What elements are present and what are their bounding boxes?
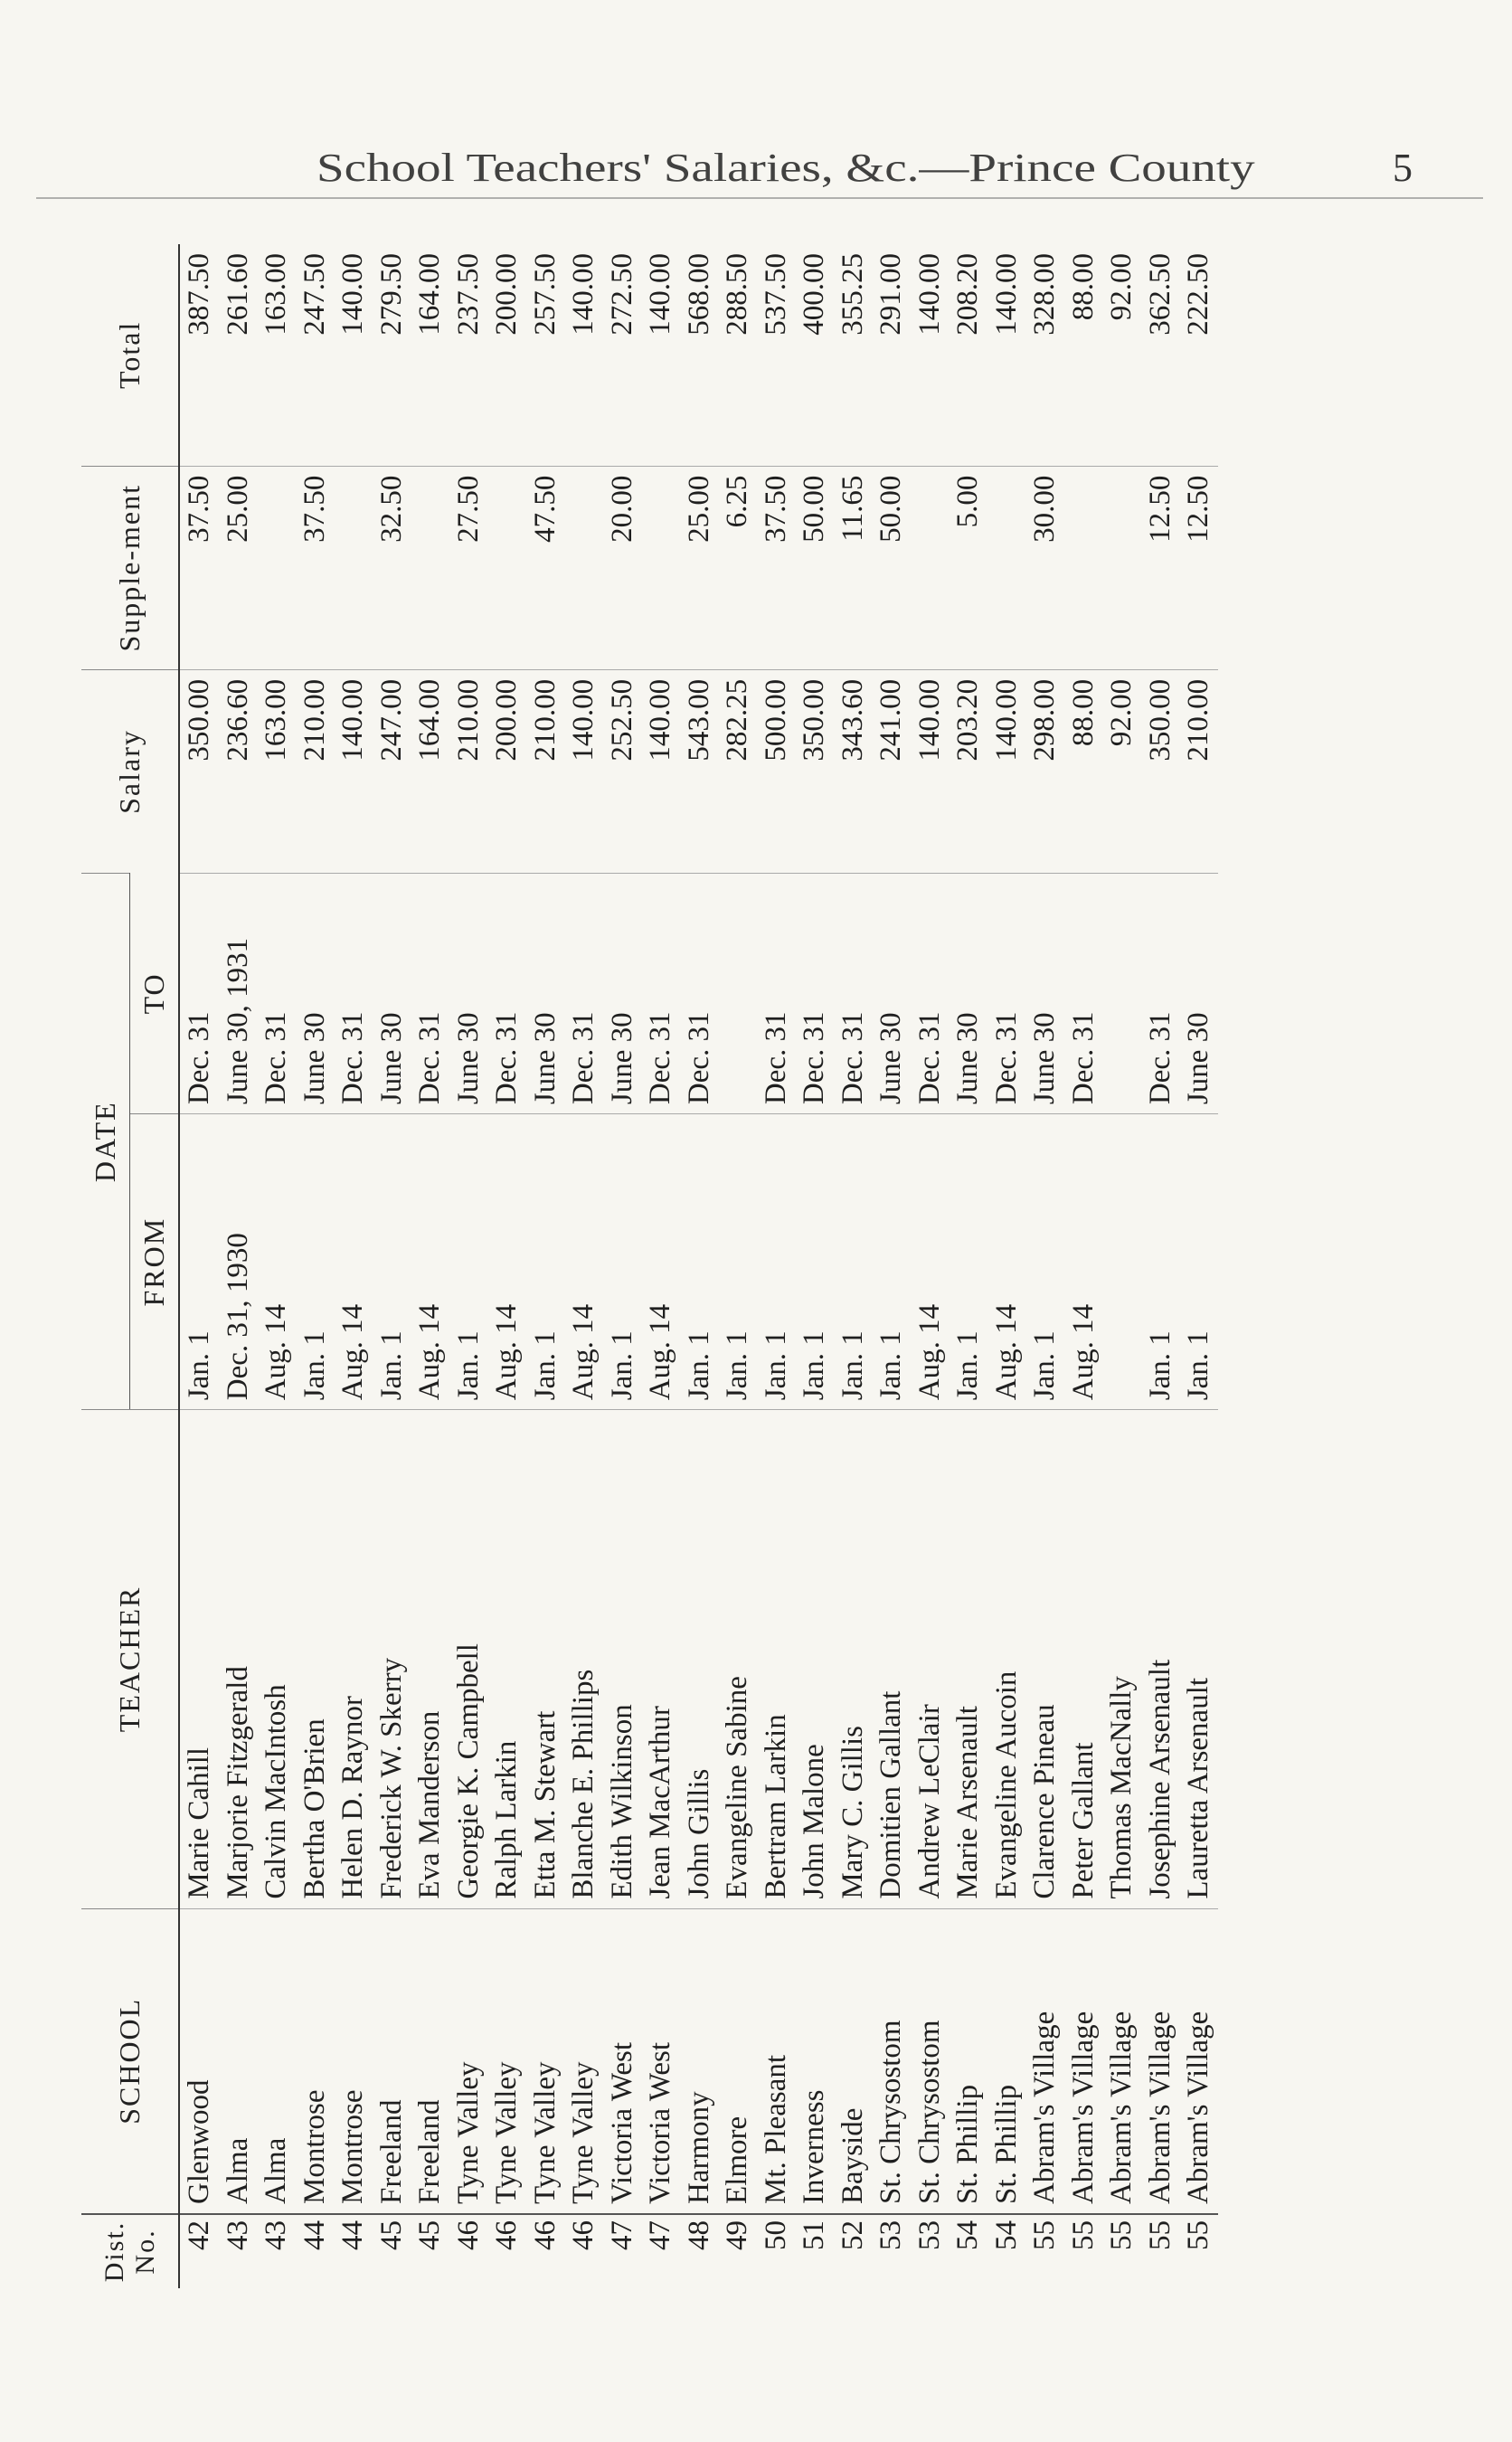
teacher-cell: Lauretta Arsenault: [1179, 1410, 1218, 1908]
teacher-cell: Josephine Arsenault: [1141, 1410, 1180, 1908]
from-date-cell: Aug. 14: [988, 1114, 1026, 1410]
salary-cell: 140.00: [334, 669, 373, 873]
school-cell: Bayside: [834, 1908, 873, 2214]
school-cell: Tyne Valley: [526, 1908, 565, 2214]
dist-no-cell: 42: [179, 2214, 219, 2288]
from-date-cell: Aug. 14: [334, 1114, 373, 1410]
school-cell: Tyne Valley: [564, 1908, 603, 2214]
school-cell: Abram's Village: [1025, 1908, 1064, 2214]
supplement-cell: 50.00: [795, 466, 834, 669]
total-cell: 387.50: [183, 253, 216, 336]
to-date-cell: June 30: [872, 874, 911, 1114]
to-date-cell: June 30: [949, 874, 988, 1114]
col-school: SCHOOL: [81, 1908, 179, 2214]
supplement-cell: 25.00: [219, 466, 258, 669]
total-cell: 140.00: [912, 253, 946, 336]
salary-cell: 210.00: [296, 669, 335, 873]
salary-cell: 200.00: [487, 669, 526, 873]
to-date-cell: Dec. 31: [487, 874, 526, 1114]
total-cell: 222.50: [1182, 253, 1215, 336]
from-date-cell: Jan. 1: [373, 1114, 411, 1410]
total-cell: 261.60: [221, 253, 254, 336]
from-date-cell: Jan. 1: [718, 1114, 757, 1410]
school-cell: Freeland: [411, 1908, 449, 2214]
to-date-cell: June 30: [373, 874, 411, 1114]
dist-no-cell: 46: [564, 2214, 603, 2288]
total-cell: 140.00: [336, 253, 370, 336]
dist-no-cell: 51: [795, 2214, 834, 2288]
total-cell: 257.50: [528, 253, 562, 336]
salary-cell: 164.00: [411, 669, 449, 873]
school-cell: Alma: [257, 1908, 296, 2214]
teacher-cell: Thomas MacNally: [1102, 1410, 1141, 1908]
supplement-cell: 30.00: [1025, 466, 1064, 669]
from-date-cell: Jan. 1: [603, 1114, 642, 1410]
col-dist-no: Dist. No.: [81, 2214, 179, 2288]
to-date-cell: June 30: [1025, 874, 1064, 1114]
table-row: [1141, 244, 1180, 2288]
salary-cell: 140.00: [911, 669, 950, 873]
supplement-cell: 5.00: [949, 466, 988, 669]
to-date-cell: Dec. 31: [564, 874, 603, 1114]
col-salary: Salary: [81, 669, 179, 873]
total-cell: 140.00: [567, 253, 600, 336]
school-cell: St. Chrysostom: [911, 1908, 950, 2214]
table-row: [373, 244, 411, 2288]
dist-no-cell: 55: [1102, 2214, 1141, 2288]
to-date-cell: June 30: [449, 874, 488, 1114]
dist-no-cell: 54: [949, 2214, 988, 2288]
salary-cell: 282.25: [718, 669, 757, 873]
running-title: School Teachers' Salaries, &c.—Prince County: [317, 146, 1255, 190]
to-date-cell: Dec. 31: [1141, 874, 1180, 1114]
school-cell: St. Phillip: [988, 1908, 1026, 2214]
school-cell: Abram's Village: [1179, 1908, 1218, 2214]
supplement-cell: 47.50: [526, 466, 565, 669]
supplement-cell: 12.50: [1179, 466, 1218, 669]
table-row: [988, 244, 1026, 2288]
to-date-cell: [1102, 874, 1141, 1114]
table-row: [949, 244, 988, 2288]
salary-cell: 92.00: [1102, 669, 1141, 873]
col-supplement: Supple-ment: [81, 466, 179, 669]
salary-cell: 241.00: [872, 669, 911, 873]
supplement-cell: [1102, 466, 1141, 669]
table-row: [449, 244, 488, 2288]
to-date-cell: Dec. 31: [834, 874, 873, 1114]
to-date-cell: June 30: [1179, 874, 1218, 1114]
table-row: [911, 244, 950, 2288]
dist-no-cell: 55: [1025, 2214, 1064, 2288]
supplement-cell: 32.50: [373, 466, 411, 669]
teacher-cell: Jean MacArthur: [641, 1410, 680, 1908]
dist-no-cell: 47: [641, 2214, 680, 2288]
table-header: [81, 244, 179, 2288]
to-date-cell: Dec. 31: [680, 874, 719, 1114]
to-date-cell: Dec. 31: [257, 874, 296, 1114]
to-date-cell: June 30: [296, 874, 335, 1114]
table-row: [526, 244, 565, 2288]
teacher-cell: Mary C. Gillis: [834, 1410, 873, 1908]
table-row: [411, 244, 449, 2288]
salary-cell: 350.00: [179, 669, 219, 873]
salary-cell: 350.00: [795, 669, 834, 873]
dist-no-cell: 48: [680, 2214, 719, 2288]
to-date-cell: Dec. 31: [795, 874, 834, 1114]
salary-cell: 140.00: [564, 669, 603, 873]
table-row: [603, 244, 642, 2288]
to-date-cell: Dec. 31: [988, 874, 1026, 1114]
teacher-cell: Evangeline Aucoin: [988, 1410, 1026, 1908]
table-row: [487, 244, 526, 2288]
dist-no-cell: 46: [449, 2214, 488, 2288]
from-date-cell: [1102, 1114, 1141, 1410]
salary-cell: 500.00: [757, 669, 796, 873]
total-cell: 400.00: [798, 253, 831, 336]
school-cell: Montrose: [334, 1908, 373, 2214]
dist-no-cell: 44: [296, 2214, 335, 2288]
total-cell: 537.50: [759, 253, 792, 336]
dist-no-cell: 53: [872, 2214, 911, 2288]
school-cell: Tyne Valley: [449, 1908, 488, 2214]
supplement-cell: [564, 466, 603, 669]
from-date-cell: Jan. 1: [757, 1114, 796, 1410]
table-row: [1064, 244, 1103, 2288]
school-cell: Inverness: [795, 1908, 834, 2214]
school-cell: St. Phillip: [949, 1908, 988, 2214]
teacher-cell: Peter Gallant: [1064, 1410, 1103, 1908]
total-cell: 88.00: [1066, 253, 1100, 321]
supplement-cell: 25.00: [680, 466, 719, 669]
salary-cell: 543.00: [680, 669, 719, 873]
dist-no-cell: 50: [757, 2214, 796, 2288]
col-from: FROM: [130, 1114, 180, 1410]
table-row: [179, 244, 219, 2288]
teacher-cell: Blanche E. Phillips: [564, 1410, 603, 1908]
salary-cell: 203.20: [949, 669, 988, 873]
from-date-cell: Jan. 1: [795, 1114, 834, 1410]
table-row: [641, 244, 680, 2288]
dist-no-cell: 52: [834, 2214, 873, 2288]
from-date-cell: Jan. 1: [949, 1114, 988, 1410]
table-row: [757, 244, 796, 2288]
salary-cell: 252.50: [603, 669, 642, 873]
school-cell: Abram's Village: [1141, 1908, 1180, 2214]
teacher-cell: Andrew LeClair: [911, 1410, 950, 1908]
salary-cell: 343.60: [834, 669, 873, 873]
total-cell: 279.50: [374, 253, 408, 336]
supplement-cell: [988, 466, 1026, 669]
from-date-cell: Jan. 1: [449, 1114, 488, 1410]
from-date-cell: Aug. 14: [487, 1114, 526, 1410]
supplement-cell: 37.50: [757, 466, 796, 669]
header-rule: [36, 197, 1483, 199]
school-cell: St. Chrysostom: [872, 1908, 911, 2214]
total-cell: 568.00: [682, 253, 715, 336]
table-row: [834, 244, 873, 2288]
total-cell: 140.00: [644, 253, 677, 336]
supplement-cell: [641, 466, 680, 669]
table-row: [1025, 244, 1064, 2288]
rotated-table-wrapper: [81, 244, 1438, 2288]
dist-no-cell: 53: [911, 2214, 950, 2288]
teacher-cell: Eva Manderson: [411, 1410, 449, 1908]
supplement-cell: [1064, 466, 1103, 669]
col-total: Total: [81, 244, 179, 466]
teacher-cell: Bertha O'Brien: [296, 1410, 335, 1908]
col-date: DATE: [81, 874, 130, 1410]
teacher-cell: John Malone: [795, 1410, 834, 1908]
from-date-cell: Jan. 1: [1179, 1114, 1218, 1410]
salary-cell: 88.00: [1064, 669, 1103, 873]
dist-no-cell: 45: [373, 2214, 411, 2288]
supplement-cell: 12.50: [1141, 466, 1180, 669]
dist-no-cell: 55: [1179, 2214, 1218, 2288]
from-date-cell: Aug. 14: [641, 1114, 680, 1410]
to-date-cell: Dec. 31: [411, 874, 449, 1114]
dist-no-cell: 45: [411, 2214, 449, 2288]
from-date-cell: Jan. 1: [179, 1114, 219, 1410]
to-date-cell: Dec. 31: [641, 874, 680, 1114]
table-row: [564, 244, 603, 2288]
salary-cell: 247.00: [373, 669, 411, 873]
teacher-cell: Marie Cahill: [179, 1410, 219, 1908]
school-cell: Abram's Village: [1102, 1908, 1141, 2214]
to-date-cell: [718, 874, 757, 1114]
dist-no-cell: 47: [603, 2214, 642, 2288]
school-cell: Freeland: [373, 1908, 411, 2214]
supplement-cell: [487, 466, 526, 669]
from-date-cell: Dec. 31, 1930: [219, 1114, 258, 1410]
total-cell: 288.50: [721, 253, 754, 336]
col-to: TO: [130, 874, 180, 1114]
dist-no-cell: 46: [487, 2214, 526, 2288]
school-cell: Victoria West: [603, 1908, 642, 2214]
from-date-cell: Jan. 1: [1025, 1114, 1064, 1410]
table-row: [680, 244, 719, 2288]
teacher-cell: Frederick W. Skerry: [373, 1410, 411, 1908]
supplement-cell: 11.65: [834, 466, 873, 669]
school-cell: Glenwood: [179, 1908, 219, 2214]
total-cell: 328.00: [1028, 253, 1062, 336]
from-date-cell: Aug. 14: [257, 1114, 296, 1410]
supplement-cell: 20.00: [603, 466, 642, 669]
to-date-cell: June 30: [526, 874, 565, 1114]
teacher-cell: Marie Arsenault: [949, 1410, 988, 1908]
table-row: [1102, 244, 1141, 2288]
salary-cell: 140.00: [988, 669, 1026, 873]
supplement-cell: [257, 466, 296, 669]
total-cell: 272.50: [605, 253, 638, 336]
page-number: 5: [1393, 146, 1413, 190]
dist-no-cell: 44: [334, 2214, 373, 2288]
dist-no-cell: 55: [1064, 2214, 1103, 2288]
teacher-cell: Georgie K. Campbell: [449, 1410, 488, 1908]
school-cell: Montrose: [296, 1908, 335, 2214]
table-row: [795, 244, 834, 2288]
salary-cell: 236.60: [219, 669, 258, 873]
total-cell: 237.50: [451, 253, 485, 336]
total-cell: 247.50: [298, 253, 331, 336]
total-cell: 355.25: [836, 253, 869, 336]
salary-cell: 210.00: [449, 669, 488, 873]
teacher-cell: Etta M. Stewart: [526, 1410, 565, 1908]
total-cell: 362.50: [1143, 253, 1177, 336]
dist-no-cell: 46: [526, 2214, 565, 2288]
from-date-cell: Jan. 1: [1141, 1114, 1180, 1410]
table-row: [718, 244, 757, 2288]
table-row: [296, 244, 335, 2288]
dist-no-cell: 43: [257, 2214, 296, 2288]
teacher-cell: Evangeline Sabine: [718, 1410, 757, 1908]
total-cell: 200.00: [490, 253, 524, 336]
total-cell: 291.00: [874, 253, 908, 336]
salary-cell: 350.00: [1141, 669, 1180, 873]
salary-cell: 210.00: [526, 669, 565, 873]
dist-no-cell: 54: [988, 2214, 1026, 2288]
to-date-cell: Dec. 31: [1064, 874, 1103, 1114]
teacher-cell: Calvin MacIntosh: [257, 1410, 296, 1908]
teacher-cell: John Gillis: [680, 1410, 719, 1908]
total-cell: 92.00: [1105, 253, 1139, 321]
from-date-cell: Aug. 14: [911, 1114, 950, 1410]
from-date-cell: Jan. 1: [680, 1114, 719, 1410]
to-date-cell: Dec. 31: [334, 874, 373, 1114]
to-date-cell: Dec. 31: [757, 874, 796, 1114]
dist-no-cell: 55: [1141, 2214, 1180, 2288]
school-cell: Elmore: [718, 1908, 757, 2214]
table-row: [219, 244, 258, 2288]
teacher-cell: Domitien Gallant: [872, 1410, 911, 1908]
from-date-cell: Jan. 1: [872, 1114, 911, 1410]
school-cell: Abram's Village: [1064, 1908, 1103, 2214]
total-cell: 163.00: [260, 253, 293, 336]
to-date-cell: Dec. 31: [911, 874, 950, 1114]
salary-cell: 140.00: [641, 669, 680, 873]
dist-no-cell: 49: [718, 2214, 757, 2288]
table-row: [257, 244, 296, 2288]
school-cell: Tyne Valley: [487, 1908, 526, 2214]
supplement-cell: 27.50: [449, 466, 488, 669]
teacher-cell: Bertram Larkin: [757, 1410, 796, 1908]
supplement-cell: 50.00: [872, 466, 911, 669]
from-date-cell: Jan. 1: [834, 1114, 873, 1410]
school-cell: Mt. Pleasant: [757, 1908, 796, 2214]
school-cell: Victoria West: [641, 1908, 680, 2214]
salary-cell: 298.00: [1025, 669, 1064, 873]
teacher-cell: Helen D. Raynor: [334, 1410, 373, 1908]
table-row: [334, 244, 373, 2288]
salary-cell: 210.00: [1179, 669, 1218, 873]
teacher-cell: Clarence Pineau: [1025, 1410, 1064, 1908]
dist-no-cell: 43: [219, 2214, 258, 2288]
supplement-cell: [411, 466, 449, 669]
total-cell: 208.20: [951, 253, 985, 336]
salary-cell: 163.00: [257, 669, 296, 873]
supplement-cell: 37.50: [296, 466, 335, 669]
from-date-cell: Aug. 14: [564, 1114, 603, 1410]
teacher-cell: Marjorie Fitzgerald: [219, 1410, 258, 1908]
school-cell: Harmony: [680, 1908, 719, 2214]
from-date-cell: Jan. 1: [526, 1114, 565, 1410]
salary-table: [81, 244, 1218, 2288]
table-body: [179, 244, 1218, 2288]
teacher-cell: Ralph Larkin: [487, 1410, 526, 1908]
supplement-cell: 37.50: [179, 466, 219, 669]
total-cell: 140.00: [989, 253, 1023, 336]
teacher-cell: Edith Wilkinson: [603, 1410, 642, 1908]
from-date-cell: Jan. 1: [296, 1114, 335, 1410]
supplement-cell: 6.25: [718, 466, 757, 669]
to-date-cell: Dec. 31: [179, 874, 219, 1114]
to-date-cell: June 30: [603, 874, 642, 1114]
supplement-cell: [911, 466, 950, 669]
to-date-cell: June 30, 1931: [219, 874, 258, 1114]
total-cell: 164.00: [413, 253, 447, 336]
from-date-cell: Aug. 14: [411, 1114, 449, 1410]
from-date-cell: Aug. 14: [1064, 1114, 1103, 1410]
col-teacher: TEACHER: [81, 1410, 179, 1908]
table-row: [1179, 244, 1218, 2288]
supplement-cell: [334, 466, 373, 669]
table-row: [872, 244, 911, 2288]
school-cell: Alma: [219, 1908, 258, 2214]
